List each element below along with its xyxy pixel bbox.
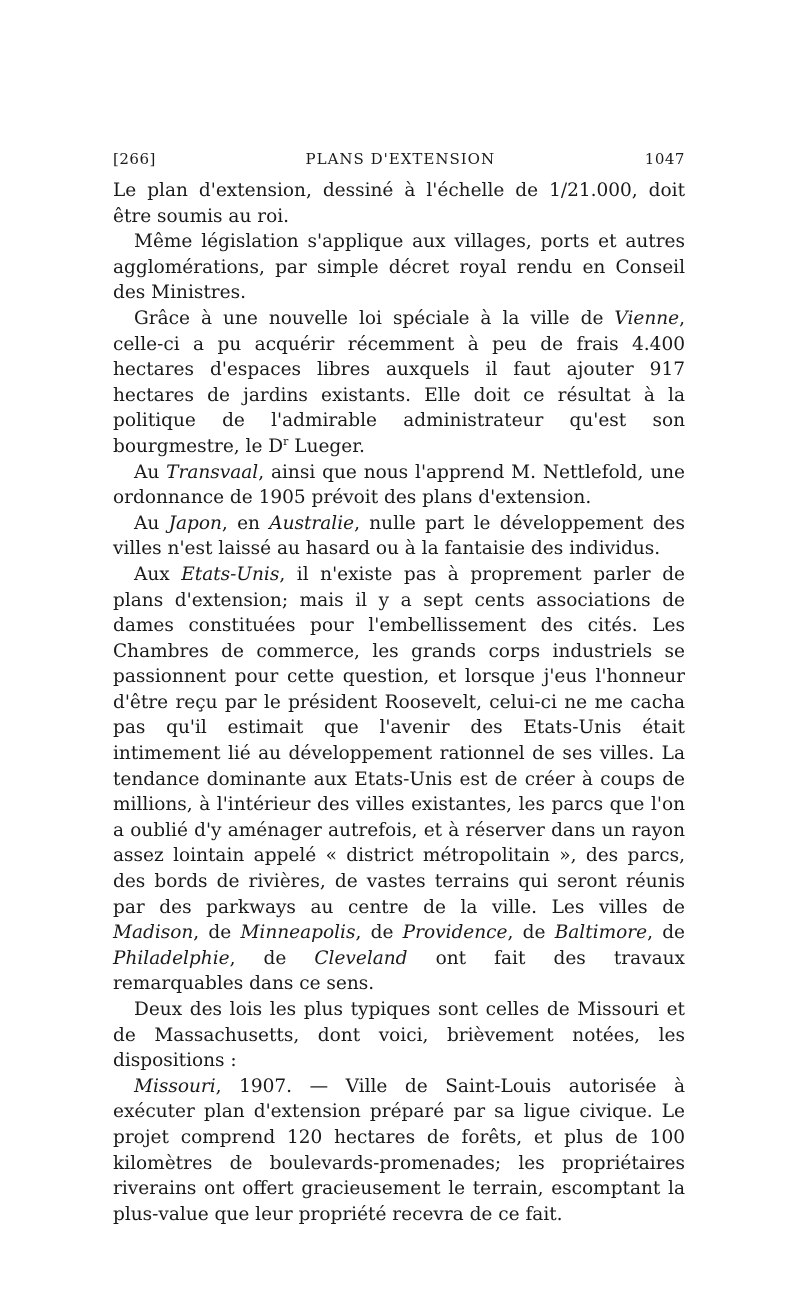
italic-term: Transvaal bbox=[166, 461, 259, 483]
paragraph-p4 bbox=[113, 460, 685, 511]
page-number: 1047 bbox=[644, 150, 685, 168]
paragraph-p1 bbox=[113, 178, 685, 229]
running-title: PLANS D'EXTENSION bbox=[305, 150, 496, 168]
text-run: , de bbox=[647, 922, 685, 944]
paragraph-p7 bbox=[113, 997, 685, 1074]
text-run: , de bbox=[229, 947, 315, 969]
text-run: Aux bbox=[134, 563, 182, 585]
italic-term: Philadelphie bbox=[113, 947, 230, 969]
body-text bbox=[113, 178, 685, 1227]
text-run: , il n'existe pas à proprement parler de plans d'extension; mais il y a sept cents associations de dames constituées pour l'embellissement des cités. Les Chambres de commerce, les grands corps industriels se passionnent pour cette question, et lorsque j'eus l'honneur d'être reçu par le président Roosevelt, celui-ci ne me cacha pas qu'il estimait que l'avenir des Etats-Unis était intimement lié au développement rationnel de ses villes. La tendance dominante aux Etats-Unis est de créer à coups de millions, à l'intérieur des villes existantes, les parcs que l'on a oublié d'y aménager autrefois, et à réserver dans un rayon assez lointain appelé « district métropolitain », des parcs, des bords de rivières, de vastes terrains qui seront réunis par des parkways au centre de la ville. Les villes de bbox=[113, 563, 685, 918]
text-run: , ainsi que nous l'apprend M. Nettlefold, une ordonnance de 1905 prévoit des plans d'extension. bbox=[113, 461, 685, 509]
italic-term: Vienne bbox=[614, 307, 680, 329]
text-run: , de bbox=[507, 922, 555, 944]
page-bracket-number: [266] bbox=[113, 150, 156, 168]
italic-term: Japon bbox=[168, 512, 222, 534]
text-run: Au bbox=[134, 512, 169, 534]
book-page bbox=[113, 150, 685, 1227]
text-run: Deux des lois les plus typiques sont celles de Missouri et de Massachusetts, dont voici, brièvement notées, les dispositions : bbox=[113, 999, 685, 1072]
italic-term: Etats-Unis bbox=[181, 563, 280, 585]
text-run: ont fait des travaux remarquables dans ce sens. bbox=[113, 947, 685, 995]
italic-term: Madison bbox=[113, 922, 194, 944]
text-run: Même législation s'applique aux villages, ports et autres agglomérations, par simple décret royal rendu en Conseil des Ministres. bbox=[113, 231, 685, 304]
superscript: r bbox=[283, 434, 289, 448]
text-run: , celle-ci a pu acquérir récemment à peu de frais 4.400 hectares d'espaces libres auxquels il faut ajouter 917 hectares de jardins existants. Elle doit ce résultat à la politique de l'admirable administrateur qu'est son bourgmestre, le D bbox=[113, 307, 685, 457]
italic-term: Providence bbox=[402, 922, 508, 944]
paragraph-p2 bbox=[113, 229, 685, 306]
text-run: , 1907. — Ville de Saint-Louis autorisée à exécuter plan d'extension préparé par sa ligue civique. Le projet comprend 120 hectares de forêts, et plus de 100 kilomètres de boulevards-promenades; les propriétaires riverains ont offert gracieusement le terrain, escomptant la plus-value que leur propriété recevra de ce fait. bbox=[113, 1075, 685, 1225]
text-run: Le plan d'extension, dessiné à l'échelle de 1/21.000, doit être soumis au roi. bbox=[113, 180, 685, 227]
italic-term: Missouri bbox=[134, 1075, 216, 1097]
text-run: Lueger. bbox=[288, 435, 365, 457]
italic-term: Cleveland bbox=[314, 947, 408, 969]
text-run: , de bbox=[355, 922, 403, 944]
text-run: , en bbox=[221, 512, 270, 534]
paragraph-p8 bbox=[113, 1074, 685, 1228]
text-run: Au bbox=[134, 461, 167, 483]
paragraph-p6 bbox=[113, 562, 685, 997]
text-run: Grâce à une nouvelle loi spéciale à la ville de bbox=[134, 307, 615, 329]
paragraph-p3 bbox=[113, 306, 685, 460]
italic-term: Minneapolis bbox=[240, 922, 356, 944]
text-run: , de bbox=[193, 922, 241, 944]
italic-term: Australie bbox=[269, 512, 355, 534]
text-run: , nulle part le développement des villes n'est laissé au hasard ou à la fantaisie des individus. bbox=[113, 512, 685, 560]
running-head bbox=[113, 150, 685, 168]
paragraph-p5 bbox=[113, 511, 685, 562]
italic-term: Baltimore bbox=[554, 922, 648, 944]
